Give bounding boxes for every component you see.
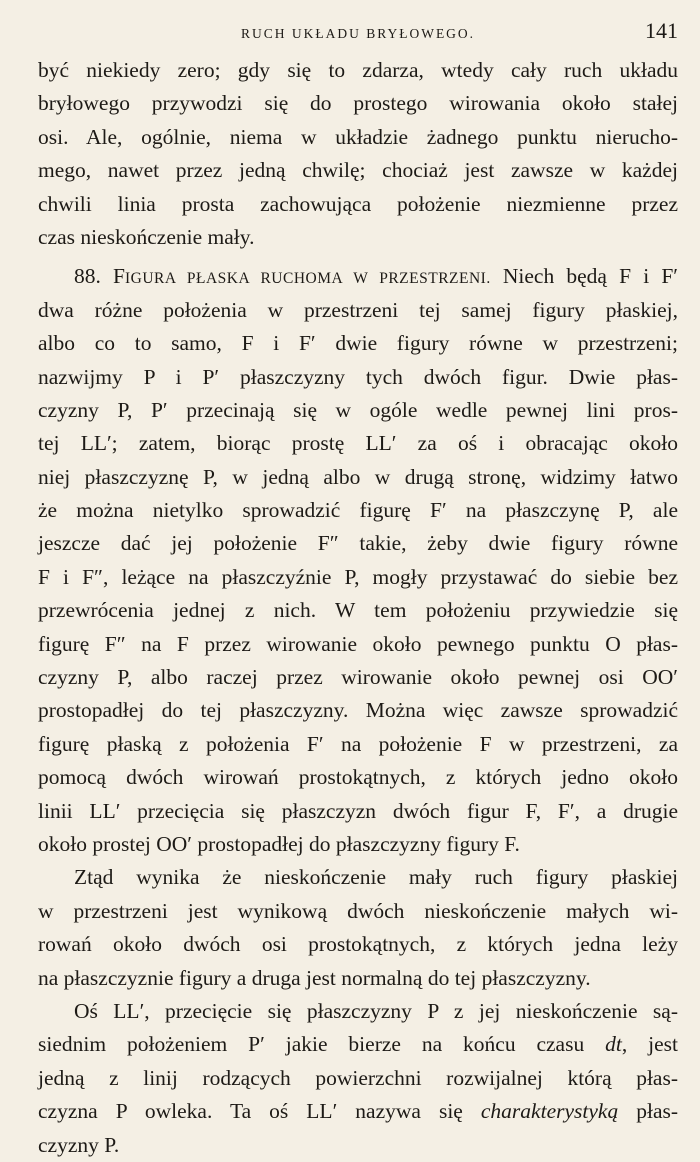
body-text xyxy=(38,54,678,1162)
text-line: chwili linia prosta zachowująca położenie niezmienne przez xyxy=(38,191,678,216)
section-heading-line xyxy=(38,260,678,293)
text-line: prostopadłej do tej płaszczyzny. Można więc zawsze sprowadzić xyxy=(38,698,678,723)
text-line: figurę F″ na F przez wirowanie około pewnego punktu O płas- xyxy=(38,631,678,656)
text-line: czas nieskończenie mały. xyxy=(38,224,255,249)
text-line xyxy=(38,1028,678,1061)
text-line: czyzny P, albo raczej przez wirowanie około pewnej osi OO′ xyxy=(38,665,678,690)
text-line: przewrócenia jednej z nich. W tem położeniu przywiedzie się xyxy=(38,598,678,623)
section-88 xyxy=(38,260,678,861)
paragraph-3 xyxy=(38,861,678,995)
text-line: jeszcze dać jej położenie F″ takie, żeby dwie figury równe xyxy=(38,531,678,556)
page-number: 141 xyxy=(645,18,678,43)
page-header xyxy=(38,14,678,46)
text-line: nazwijmy P i P′ płaszczyzny tych dwóch figur. Dwie płas- xyxy=(38,364,678,389)
text-line: jedną z linij rodzących powierzchni rozwijalnej którą płas- xyxy=(38,1065,678,1090)
text-line: osi. Ale, ogólnie, niema w układzie żadnego punktu nierucho- xyxy=(38,124,678,149)
section-title-initial: F xyxy=(113,264,125,289)
text-segment: siednim położeniem P′ jakie bierze na końcu czasu xyxy=(38,1032,585,1057)
text-line: tej LL′; zatem, biorąc prostę LL′ za oś i obracając około xyxy=(38,431,678,456)
section-number: 88. xyxy=(74,264,101,289)
text-line: niej płaszczyznę P, w jedną albo w drugą stronę, widzimy łatwo xyxy=(38,464,678,489)
text-line: pomocą dwóch wirowań prostokątnych, z których jedno około xyxy=(38,765,678,790)
text-line: na płaszczyznie figury a druga jest normalną do tej płaszczyzny. xyxy=(38,965,591,990)
text-line: około prostej OO′ prostopadłej do płaszczyzny figury F. xyxy=(38,831,520,856)
text-line: linii LL′ przecięcia się płaszczyzn dwóch figur F, F′, a drugie xyxy=(38,798,678,823)
text-line: bryłowego przywodzi się do prostego wirowania około stałej xyxy=(38,91,678,116)
text-segment: czyzna P owleka. Ta oś LL′ nazywa się xyxy=(38,1099,463,1124)
text-line: czyzny P, P′ przecinają się w ogóle wedle pewnej lini pros- xyxy=(38,397,678,422)
text-line: Oś LL′, przecięcie się płaszczyzny P z jej nieskończenie są- xyxy=(74,998,678,1023)
text-segment: , jest xyxy=(621,1032,679,1057)
text-line: F i F″, leżące na płaszczyźnie P, mogły przystawać do siebie bez xyxy=(38,564,678,589)
text-line: mego, nawet przez jedną chwilę; chociaż jest zawsze w każdej xyxy=(38,158,678,183)
text-line: Ztąd wynika że nieskończenie mały ruch figury płaskiej xyxy=(74,865,678,890)
text-line: być niekiedy zero; gdy się to zdarza, wtedy cały ruch układu xyxy=(38,58,678,82)
section-title xyxy=(113,264,491,288)
italic-term-charakterystyka: charakterystyką xyxy=(480,1099,619,1124)
text-line: dwa różne położenia w przestrzeni tej samej figury płaskiej, xyxy=(38,297,678,322)
text-line xyxy=(38,1095,678,1128)
paragraph-4 xyxy=(38,995,678,1162)
text-line: albo co to samo, F i F′ dwie figury równe w przestrzeni; xyxy=(38,331,678,356)
text-segment: płas- xyxy=(636,1099,679,1124)
text-line: w przestrzeni jest wynikową dwóch nieskończenie małych wi- xyxy=(38,898,678,923)
italic-term-dt: dt xyxy=(605,1032,622,1057)
text-line: że można nietylko sprowadzić figurę F′ na płaszczynę P, ale xyxy=(38,498,678,523)
section-first-sentence: Niech będą F i F′ xyxy=(502,264,678,289)
running-head: RUCH UKŁADU BRYŁOWEGO. xyxy=(240,26,476,41)
text-line: figurę płaską z położenia F′ na położenie F w przestrzeni, za xyxy=(38,731,678,756)
text-line: rowań około dwóch osi prostokątnych, z których jedna leży xyxy=(38,932,678,957)
text-line: czyzny P. xyxy=(38,1132,120,1157)
paragraph-1 xyxy=(38,54,678,254)
section-title-rest: IGURA PŁASKA RUCHOMA W PRZESTRZENI. xyxy=(125,270,491,288)
